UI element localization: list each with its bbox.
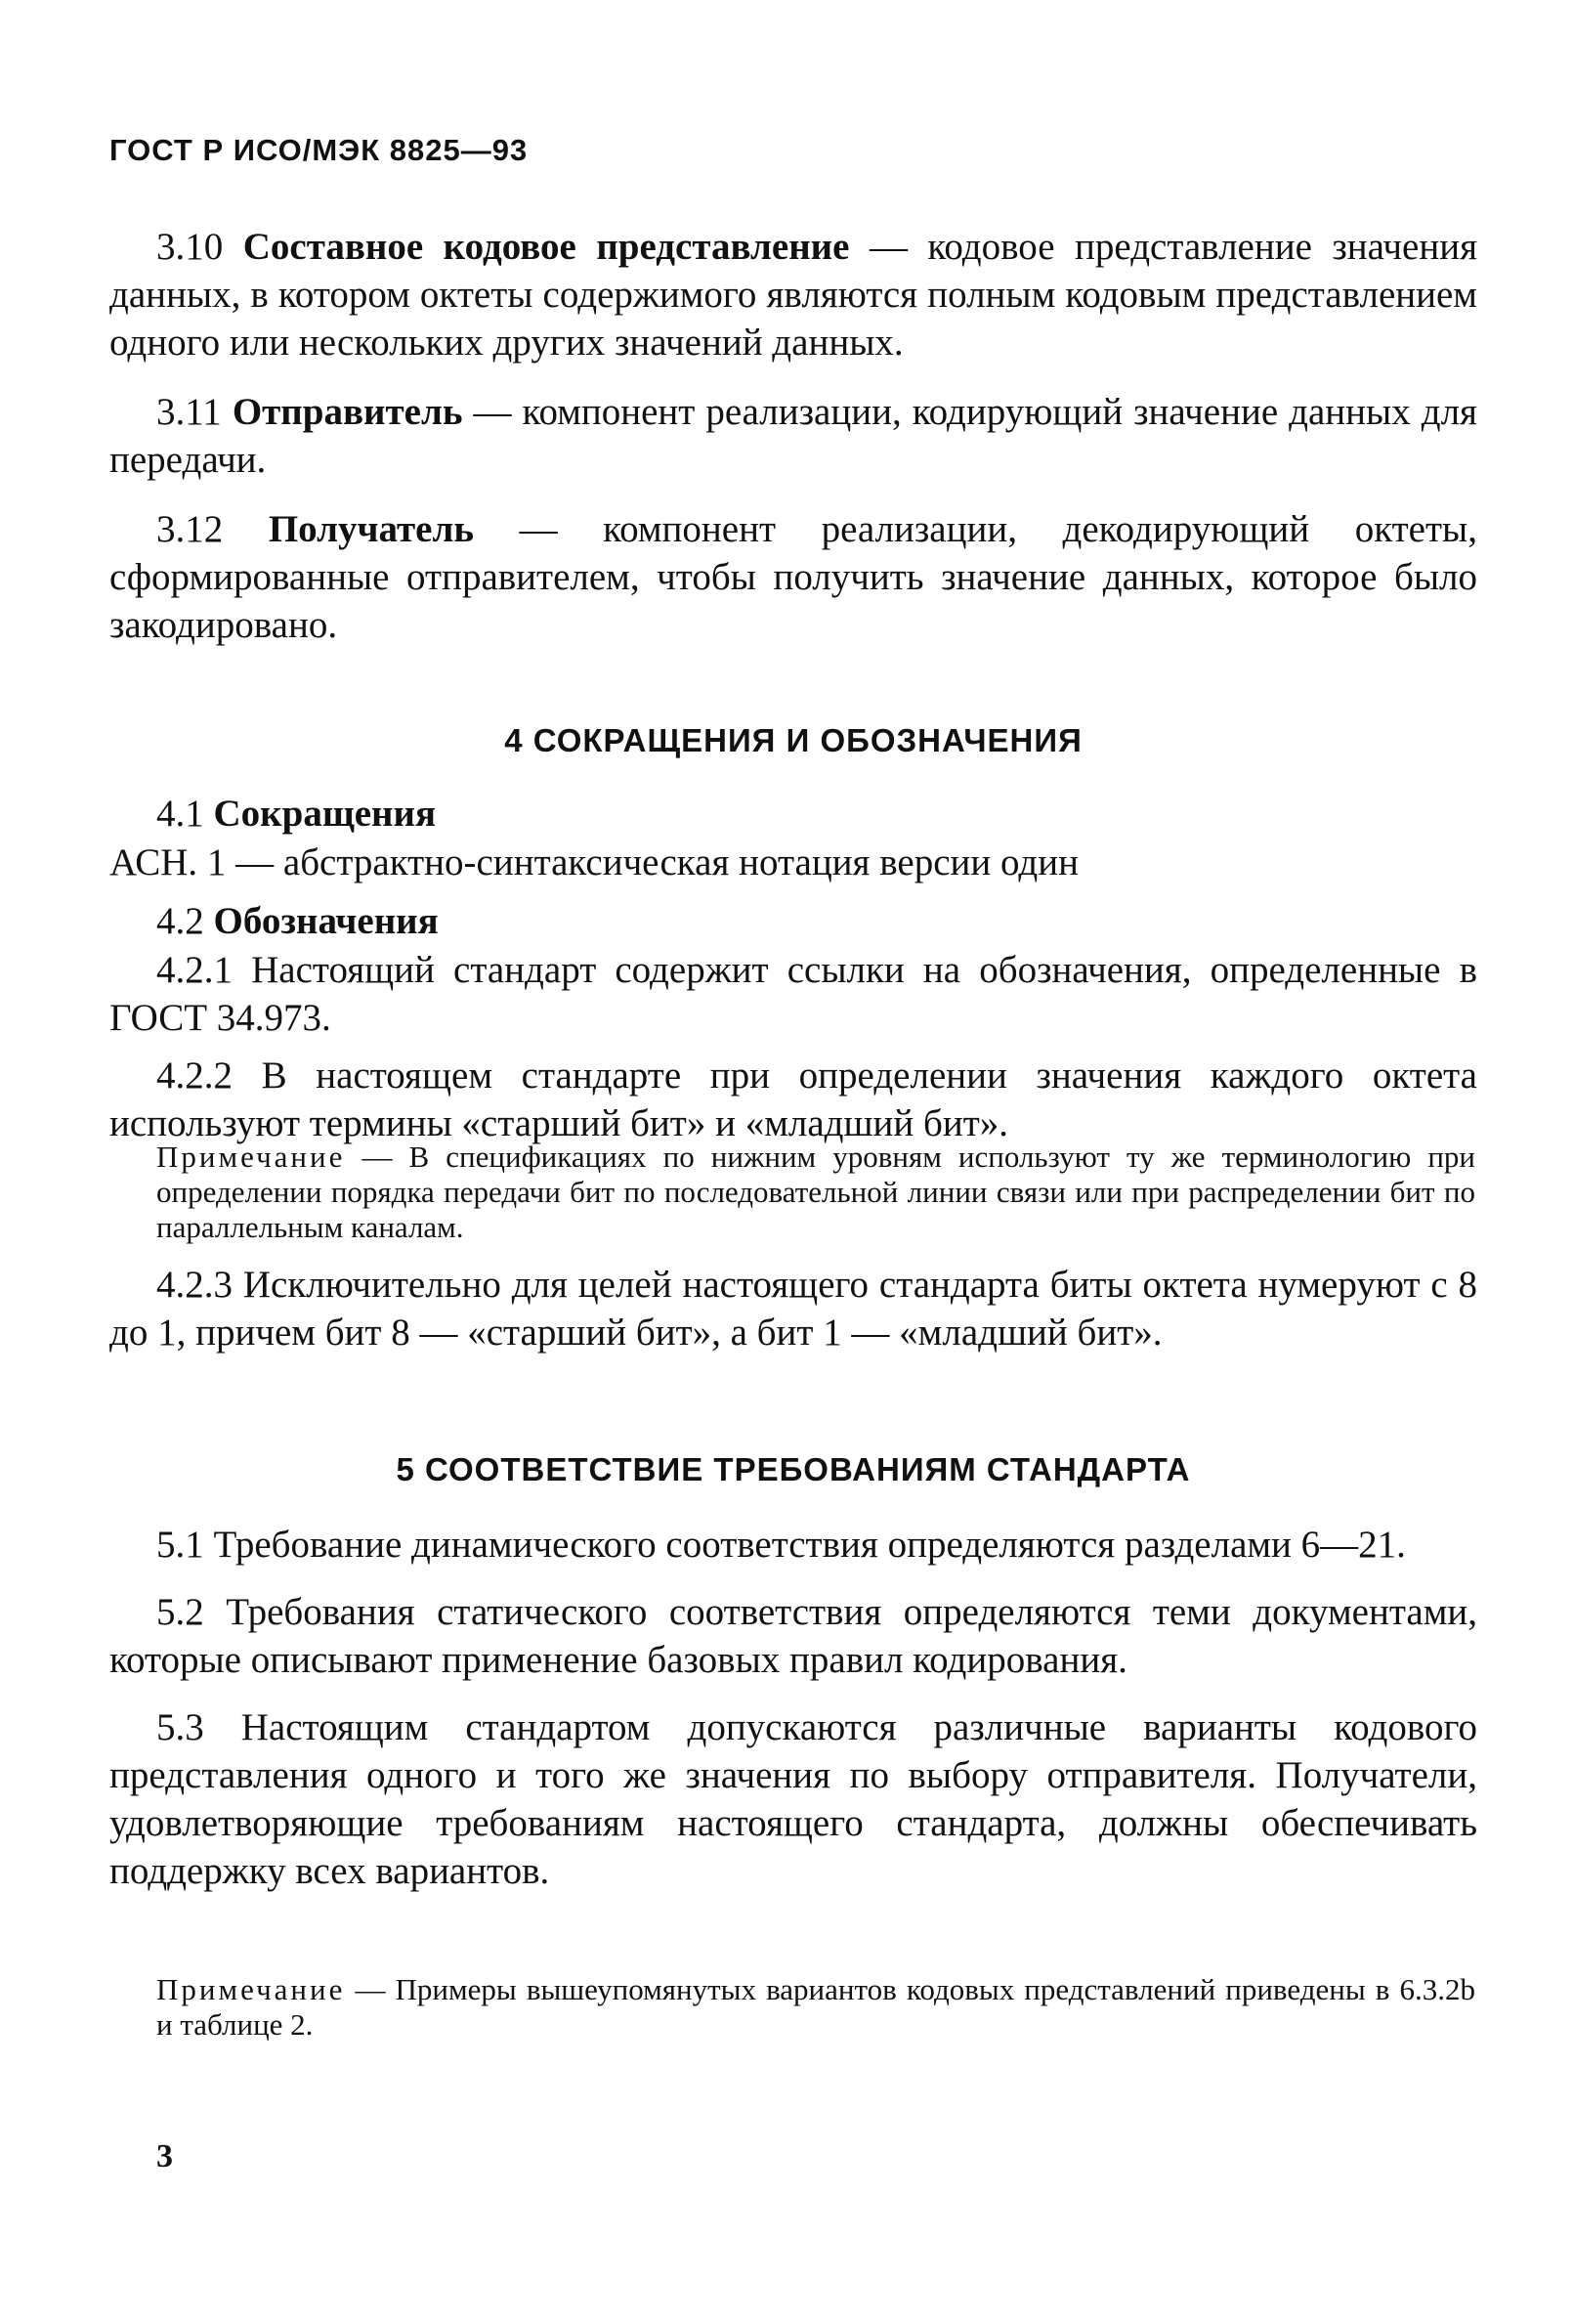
paragraph-4-2-1: 4.2.1 Настоящий стандарт содержит ссылки на обозначения, определенные в ГОСТ 34.973. [109,949,1477,1039]
definition-number: 3.11 [156,391,233,433]
definition-text: — компонент реализации, кодирующий значение данных для передачи. [109,391,1477,481]
paragraph-5-2: 5.2 Требования статического соответствия определяются теми документами, которые описывают применение базовых правил кодирования. [109,1591,1477,1681]
paragraph-4-2-2: 4.2.2 В настоящем стандарте при определении значения каждого октета используют термины «старший бит» и «младший бит». [109,1054,1477,1144]
definition-3-11 [109,388,1477,484]
abbreviation-line: АСН. 1 — абстрактно-синтаксическая нотация версии один [109,841,1080,883]
paragraph-4-2-3-block [109,1261,1477,1356]
definition-number: 3.10 [156,226,243,268]
page-number: 3 [156,2138,173,2174]
definition-text: — кодовое представление значения данных, в котором октеты содержимого являются полным кодовым представлением одного или нескольких других значений данных. [109,226,1478,364]
subsection-4-2-title [156,897,439,945]
section-5-title: 5 СООТВЕТСТВИЕ ТРЕБОВАНИЯМ СТАНДАРТА [396,1451,1191,1487]
subsection-heading: Сокращения [213,793,437,835]
section-3-definitions [109,223,1477,649]
definition-term: Составное кодовое представление [242,226,850,268]
section-4-paragraphs [109,946,1477,1147]
section-4-title: 4 СОКРАЩЕНИЯ И ОБОЗНАЧЕНИЯ [504,722,1083,758]
paragraph-4-2-3: 4.2.3 Исключительно для целей настоящего стандарта биты октета нумеруют с 8 до 1, причем бит 8 — «старший бит», а бит 1 — «младший бит». [109,1264,1477,1354]
paragraph-5-1: 5.1 Требование динамического соответствия определяются разделами 6—21. [156,1524,1406,1566]
section-5-paragraphs [109,1521,1477,1895]
note-label: Примечание [156,1140,346,1174]
note-5-3 [156,1972,1475,2043]
subsection-4-1-title [156,790,436,838]
definition-3-10 [109,223,1477,366]
definition-term: Получатель [268,508,474,550]
paragraph-5-3: 5.3 Настоящим стандартом допускаются различные варианты кодового представления одного и того же значения по выбору отправителя. Получатели, удовлетворяющие требованиям настоящего стандарта, должны обеспечивать поддержку всех вариантов. [109,1706,1477,1892]
document-header: ГОСТ Р ИСО/МЭК 8825—93 [109,133,529,167]
note-text: — В спецификациях по нижним уровням используют ту же терминологию при определении порядка передачи бит по последовательной линии связи или при распределении бит по параллельным каналам. [156,1140,1475,1244]
note-4-2-2 [156,1140,1475,1245]
note-label: Примечание [156,1972,346,2006]
definition-3-12 [109,505,1477,649]
subsection-heading: Обозначения [213,900,439,942]
definition-term: Отправитель [232,391,463,433]
note-text: — Примеры вышеупомянутых вариантов кодовых представлений приведены в 6.3.2b и таблице 2. [156,1972,1475,2042]
definition-number: 3.12 [156,508,269,550]
subsection-number: 4.2 [156,900,214,942]
definition-text: — компонент реализации, декодирующий октеты, сформированные отправителем, чтобы получить значение данных, которое было закодировано. [109,508,1477,646]
subsection-number: 4.1 [156,793,214,835]
